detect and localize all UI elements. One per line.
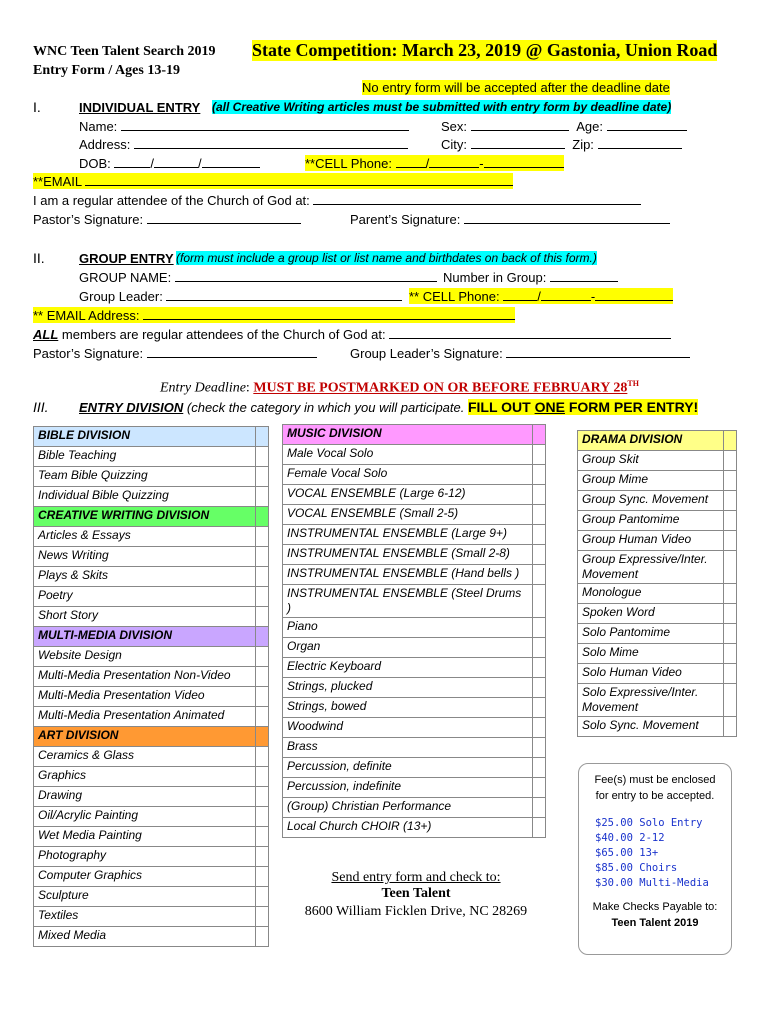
category-label: Ceramics & Glass	[34, 747, 256, 767]
category-label: Percussion, definite	[283, 758, 533, 778]
group-cell-label: ** CELL Phone:	[409, 289, 500, 304]
group-leader-row	[79, 288, 402, 304]
category-checkbox[interactable]	[724, 684, 737, 717]
age-label: Age:	[576, 119, 604, 134]
category-row	[283, 525, 546, 545]
parent-sig-row	[350, 211, 670, 227]
cell-slash: /	[425, 156, 430, 171]
attendee-row	[33, 192, 641, 208]
category-row	[34, 647, 269, 667]
group-number: II.	[33, 250, 45, 266]
age-field[interactable]	[607, 118, 687, 131]
category-checkbox[interactable]	[256, 447, 269, 467]
category-row	[578, 491, 737, 511]
category-checkbox[interactable]	[724, 584, 737, 604]
category-checkbox[interactable]	[533, 465, 546, 485]
competition-title: State Competition: March 23, 2019 @ Gastonia, Union Road	[252, 40, 718, 60]
category-label: Female Vocal Solo	[283, 465, 533, 485]
category-row	[283, 678, 546, 698]
pastor-sig-field[interactable]	[147, 211, 301, 224]
group-number-label: Number in Group:	[443, 270, 547, 285]
fill-out-notice	[468, 399, 698, 415]
pastor-sig-row	[33, 211, 301, 227]
division-header-row	[34, 627, 269, 647]
category-row	[578, 644, 737, 664]
dob-slash: /	[198, 156, 202, 171]
category-checkbox	[533, 425, 546, 445]
category-checkbox[interactable]	[256, 807, 269, 827]
category-label: Drawing	[34, 787, 256, 807]
category-checkbox[interactable]	[256, 607, 269, 627]
category-checkbox[interactable]	[724, 624, 737, 644]
category-checkbox[interactable]	[533, 565, 546, 585]
fill-out-3: FORM PER ENTRY!	[564, 399, 699, 415]
category-label: Percussion, indefinite	[283, 778, 533, 798]
fees-intro: Fee(s) must be enclosed for entry to be accepted.	[594, 774, 716, 802]
category-checkbox[interactable]	[724, 604, 737, 624]
category-label: Strings, bowed	[283, 698, 533, 718]
category-checkbox[interactable]	[256, 767, 269, 787]
category-checkbox[interactable]	[724, 531, 737, 551]
city-row	[441, 136, 682, 152]
category-checkbox[interactable]	[724, 551, 737, 584]
cell-prefix-field[interactable]	[429, 155, 479, 168]
cell-dash: -	[479, 156, 484, 171]
group-cell-prefix-field[interactable]	[541, 288, 591, 301]
group-leader-sig-row	[350, 345, 690, 361]
category-label: INSTRUMENTAL ENSEMBLE (Hand bells )	[283, 565, 533, 585]
category-row	[578, 604, 737, 624]
category-label: Group Mime	[578, 471, 724, 491]
category-label: Organ	[283, 638, 533, 658]
category-label: Mixed Media	[34, 927, 256, 947]
group-email-label: ** EMAIL Address:	[33, 308, 140, 323]
category-checkbox[interactable]	[533, 485, 546, 505]
category-label: Group Pantomime	[578, 511, 724, 531]
parent-sig-label: Parent’s Signature:	[350, 212, 461, 227]
category-checkbox[interactable]	[256, 567, 269, 587]
category-checkbox[interactable]	[256, 587, 269, 607]
group-pastor-sig-label: Pastor’s Signature:	[33, 346, 144, 361]
dob-year-field[interactable]	[202, 155, 260, 168]
division-table-2	[282, 424, 546, 838]
category-label: Textiles	[34, 907, 256, 927]
division-header: DRAMA DIVISION	[578, 431, 724, 451]
division-header-row	[283, 425, 546, 445]
category-row	[34, 467, 269, 487]
category-label: Solo Expressive/Inter. Movement	[578, 684, 724, 717]
category-checkbox[interactable]	[724, 717, 737, 737]
category-checkbox[interactable]	[256, 647, 269, 667]
deadline-sup: TH	[627, 379, 639, 388]
group-cell-number-field[interactable]	[595, 288, 673, 301]
category-row	[578, 717, 737, 737]
name-label: Name:	[79, 119, 118, 134]
category-checkbox[interactable]	[533, 778, 546, 798]
category-checkbox[interactable]	[533, 798, 546, 818]
send-block	[288, 870, 544, 920]
category-label: Electric Keyboard	[283, 658, 533, 678]
fee-item: $85.00 Choirs	[595, 862, 678, 874]
category-checkbox[interactable]	[724, 491, 737, 511]
category-checkbox	[256, 727, 269, 747]
category-checkbox[interactable]	[256, 467, 269, 487]
category-row	[34, 867, 269, 887]
fee-item: $40.00 2-12	[595, 832, 665, 844]
individual-note: (all Creative Writing articles must be submitted with entry form by deadline date)	[212, 100, 672, 114]
cell-row	[305, 155, 564, 171]
fill-out-2: ONE	[534, 399, 565, 415]
category-checkbox[interactable]	[533, 585, 546, 618]
payee-label: Teen Talent 2019	[611, 917, 699, 929]
group-number-row	[443, 269, 618, 285]
division-header-row	[578, 431, 737, 451]
category-row	[578, 684, 737, 717]
category-label: Solo Pantomime	[578, 624, 724, 644]
category-checkbox[interactable]	[256, 687, 269, 707]
category-label: Short Story	[34, 607, 256, 627]
dob-label: DOB:	[79, 156, 111, 171]
payable-label: Make Checks Payable to:	[592, 901, 718, 913]
category-checkbox[interactable]	[533, 818, 546, 838]
division-header-row	[34, 427, 269, 447]
sex-row	[441, 118, 687, 134]
category-row	[283, 658, 546, 678]
category-checkbox	[256, 627, 269, 647]
category-label: VOCAL ENSEMBLE (Large 6-12)	[283, 485, 533, 505]
address-label: Address:	[79, 137, 131, 152]
division-note: (check the category in which you will participate.	[183, 400, 468, 415]
category-checkbox[interactable]	[256, 747, 269, 767]
name-field[interactable]	[121, 118, 409, 131]
individual-number: I.	[33, 99, 41, 115]
category-row	[283, 818, 546, 838]
group-email-row	[33, 307, 515, 323]
category-row	[283, 798, 546, 818]
category-row	[34, 847, 269, 867]
category-label: Website Design	[34, 647, 256, 667]
category-row	[578, 664, 737, 684]
category-checkbox[interactable]	[533, 758, 546, 778]
category-label: Computer Graphics	[34, 867, 256, 887]
category-label: Bible Teaching	[34, 447, 256, 467]
category-row	[34, 767, 269, 787]
category-row	[578, 584, 737, 604]
category-checkbox[interactable]	[256, 527, 269, 547]
category-row	[578, 531, 737, 551]
category-row	[283, 738, 546, 758]
name-row	[79, 118, 409, 134]
send-line3: 8600 William Ficklen Drive, NC 28269	[304, 904, 528, 919]
category-checkbox[interactable]	[256, 487, 269, 507]
category-checkbox	[256, 507, 269, 527]
fee-item: $65.00 13+	[595, 847, 659, 859]
category-checkbox[interactable]	[724, 664, 737, 684]
division-heading	[79, 399, 698, 415]
category-label: Poetry	[34, 587, 256, 607]
group-name-field[interactable]	[175, 269, 437, 282]
category-checkbox[interactable]	[724, 644, 737, 664]
deadline-notice: No entry form will be accepted after the deadline date	[362, 80, 670, 95]
group-cell-row	[409, 288, 673, 304]
dob-day-field[interactable]	[154, 155, 198, 168]
category-row	[34, 567, 269, 587]
group-cell-dash: -	[590, 289, 596, 304]
category-label: Group Sync. Movement	[578, 491, 724, 511]
category-row	[283, 585, 546, 618]
category-label: Multi-Media Presentation Video	[34, 687, 256, 707]
email-row	[33, 173, 513, 189]
group-pastor-sig-row	[33, 345, 317, 361]
group-leader-label: Group Leader:	[79, 289, 163, 304]
category-row	[34, 787, 269, 807]
group-leader-sig-field[interactable]	[506, 345, 690, 358]
category-row	[34, 587, 269, 607]
group-name-row	[79, 269, 437, 285]
category-label: Solo Sync. Movement	[578, 717, 724, 737]
category-row	[578, 551, 737, 584]
group-email-field[interactable]	[143, 307, 515, 320]
category-row	[34, 547, 269, 567]
division-table-3	[577, 430, 737, 737]
group-all-label: ALL	[33, 327, 59, 342]
group-leader-field[interactable]	[166, 288, 402, 301]
category-label: Male Vocal Solo	[283, 445, 533, 465]
category-checkbox[interactable]	[533, 545, 546, 565]
category-checkbox[interactable]	[256, 787, 269, 807]
division-table-1	[33, 426, 269, 947]
category-checkbox[interactable]	[724, 471, 737, 491]
category-checkbox	[256, 427, 269, 447]
category-label: Oil/Acrylic Painting	[34, 807, 256, 827]
city-field[interactable]	[471, 136, 565, 149]
individual-title: INDIVIDUAL ENTRY	[79, 100, 201, 115]
city-label: City:	[441, 137, 467, 152]
category-row	[34, 807, 269, 827]
category-row	[283, 698, 546, 718]
category-checkbox[interactable]	[256, 867, 269, 887]
zip-field[interactable]	[598, 136, 682, 149]
category-label: Photography	[34, 847, 256, 867]
category-checkbox[interactable]	[533, 718, 546, 738]
category-checkbox[interactable]	[256, 927, 269, 947]
category-label: Team Bible Quizzing	[34, 467, 256, 487]
dob-row	[79, 155, 260, 171]
category-checkbox[interactable]	[533, 638, 546, 658]
category-label: INSTRUMENTAL ENSEMBLE (Small 2-8)	[283, 545, 533, 565]
category-checkbox[interactable]	[256, 847, 269, 867]
category-checkbox[interactable]	[533, 678, 546, 698]
category-row	[283, 445, 546, 465]
entry-deadline	[160, 379, 639, 397]
category-row	[283, 465, 546, 485]
group-cell-area-field[interactable]	[503, 288, 537, 301]
category-row	[34, 907, 269, 927]
category-row	[283, 718, 546, 738]
address-row	[79, 136, 408, 152]
category-row	[34, 607, 269, 627]
deadline-colon: :	[245, 380, 254, 396]
category-row	[283, 638, 546, 658]
category-label: Group Skit	[578, 451, 724, 471]
category-checkbox[interactable]	[533, 445, 546, 465]
send-line2: Teen Talent	[381, 886, 451, 901]
category-checkbox[interactable]	[256, 547, 269, 567]
group-title: GROUP ENTRY	[79, 251, 174, 266]
category-checkbox[interactable]	[256, 707, 269, 727]
division-header: BIBLE DIVISION	[34, 427, 256, 447]
category-row	[34, 827, 269, 847]
category-label: Multi-Media Presentation Animated	[34, 707, 256, 727]
category-checkbox[interactable]	[256, 667, 269, 687]
group-pastor-sig-field[interactable]	[147, 345, 317, 358]
address-field[interactable]	[134, 136, 408, 149]
category-label: Wet Media Painting	[34, 827, 256, 847]
category-row	[34, 687, 269, 707]
category-row	[34, 927, 269, 947]
category-label: Multi-Media Presentation Non-Video	[34, 667, 256, 687]
org-title: WNC Teen Talent Search 2019	[33, 44, 216, 59]
group-name-label: GROUP NAME:	[79, 270, 172, 285]
category-checkbox[interactable]	[256, 907, 269, 927]
parent-sig-field[interactable]	[464, 211, 670, 224]
category-label: Group Human Video	[578, 531, 724, 551]
category-row	[578, 624, 737, 644]
pastor-sig-label: Pastor’s Signature:	[33, 212, 144, 227]
dob-slash: /	[150, 156, 155, 171]
category-row	[578, 471, 737, 491]
category-label: INSTRUMENTAL ENSEMBLE (Steel Drums )	[283, 585, 533, 618]
category-label: (Group) Christian Performance	[283, 798, 533, 818]
category-checkbox[interactable]	[256, 827, 269, 847]
category-checkbox[interactable]	[533, 618, 546, 638]
sex-field[interactable]	[471, 118, 569, 131]
category-checkbox[interactable]	[256, 887, 269, 907]
category-row	[578, 451, 737, 471]
group-cell-slash: /	[537, 289, 541, 304]
category-label: Sculpture	[34, 887, 256, 907]
division-header: ART DIVISION	[34, 727, 256, 747]
category-checkbox	[724, 431, 737, 451]
category-row	[34, 487, 269, 507]
fees-box	[578, 763, 732, 955]
category-label: Brass	[283, 738, 533, 758]
attendee-label: I am a regular attendee of the Church of God at:	[33, 193, 310, 208]
category-checkbox[interactable]	[724, 511, 737, 531]
category-row	[283, 565, 546, 585]
category-row	[283, 618, 546, 638]
category-label: Spoken Word	[578, 604, 724, 624]
fee-item: $30.00 Multi-Media	[595, 877, 709, 889]
category-label: Solo Mime	[578, 644, 724, 664]
fill-out-1: FILL OUT	[467, 399, 535, 415]
category-row	[34, 667, 269, 687]
category-checkbox[interactable]	[533, 738, 546, 758]
group-leader-sig-label: Group Leader’s Signature:	[350, 346, 503, 361]
division-header-row	[34, 507, 269, 527]
category-checkbox[interactable]	[533, 698, 546, 718]
cell-area-field[interactable]	[396, 155, 426, 168]
category-row	[578, 511, 737, 531]
category-row	[34, 447, 269, 467]
category-row	[283, 485, 546, 505]
category-label: Group Expressive/Inter. Movement	[578, 551, 724, 584]
division-header-row	[34, 727, 269, 747]
division-number: III.	[33, 399, 49, 415]
group-attendee-row	[33, 326, 671, 342]
attendee-church-field[interactable]	[313, 192, 641, 205]
fee-list	[595, 816, 731, 891]
category-label: VOCAL ENSEMBLE (Small 2-5)	[283, 505, 533, 525]
category-row	[283, 545, 546, 565]
category-row	[34, 707, 269, 727]
category-checkbox[interactable]	[724, 451, 737, 471]
send-line1: Send entry form and check to:	[331, 870, 501, 885]
zip-label: Zip:	[572, 137, 594, 152]
category-row	[34, 747, 269, 767]
entry-form-title: Entry Form / Ages 13-19	[33, 63, 180, 78]
group-church-field[interactable]	[389, 326, 671, 339]
category-row	[283, 758, 546, 778]
category-label: Strings, plucked	[283, 678, 533, 698]
division-title: ENTRY DIVISION	[79, 400, 184, 415]
group-note: (form must include a group list or list name and birthdates on back of this form.)	[176, 251, 597, 265]
category-checkbox[interactable]	[533, 525, 546, 545]
category-label: News Writing	[34, 547, 256, 567]
division-header: CREATIVE WRITING DIVISION	[34, 507, 256, 527]
category-label: Piano	[283, 618, 533, 638]
division-header: MUSIC DIVISION	[283, 425, 533, 445]
deadline-text: MUST BE POSTMARKED ON OR BEFORE FEBRUARY 28	[253, 380, 628, 396]
category-label: Individual Bible Quizzing	[34, 487, 256, 507]
group-members-label: members are regular attendees of the Church of God at:	[58, 327, 386, 342]
category-label: Graphics	[34, 767, 256, 787]
group-number-field[interactable]	[550, 269, 618, 282]
category-label: Woodwind	[283, 718, 533, 738]
dob-month-field[interactable]	[114, 155, 150, 168]
category-label: Plays & Skits	[34, 567, 256, 587]
category-checkbox[interactable]	[533, 505, 546, 525]
cell-number-field[interactable]	[484, 155, 564, 168]
category-label: Local Church CHOIR (13+)	[283, 818, 533, 838]
fee-item: $25.00 Solo Entry	[595, 817, 703, 829]
email-label: **EMAIL	[33, 174, 82, 189]
division-header: MULTI-MEDIA DIVISION	[34, 627, 256, 647]
cell-label: **CELL Phone:	[305, 156, 392, 171]
category-row	[283, 778, 546, 798]
category-label: Articles & Essays	[34, 527, 256, 547]
deadline-label: Entry Deadline	[160, 380, 246, 396]
email-field[interactable]	[85, 173, 513, 186]
category-checkbox[interactable]	[533, 658, 546, 678]
sex-label: Sex:	[441, 119, 468, 134]
category-label: Monologue	[578, 584, 724, 604]
category-label: INSTRUMENTAL ENSEMBLE (Large 9+)	[283, 525, 533, 545]
category-row	[34, 527, 269, 547]
category-label: Solo Human Video	[578, 664, 724, 684]
category-row	[34, 887, 269, 907]
category-row	[283, 505, 546, 525]
